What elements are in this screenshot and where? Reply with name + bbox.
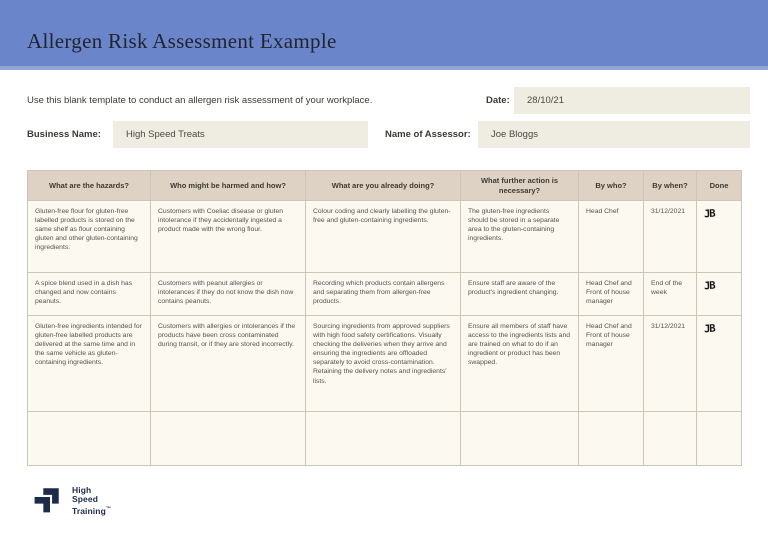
date-label: Date: bbox=[486, 95, 510, 106]
business-name-field[interactable]: High Speed Treats bbox=[113, 121, 368, 148]
instruction-text: Use this blank template to conduct an allergen risk assessment of your workplace. bbox=[27, 95, 373, 106]
cell-hazards bbox=[28, 412, 151, 466]
business-name-label: Business Name: bbox=[27, 129, 101, 140]
logo-line-2: Speed bbox=[72, 494, 99, 505]
cell-hazards: Gluten-free ingredients intended for gluten-free labelled products are delivered at the same time and in the same vehicle as gluten-containing ingredients. bbox=[28, 316, 151, 412]
cell-doing: Sourcing ingredients from approved suppliers with high food safety certifications. Visually checking the deliveries when they arrive and ensuring the ingredients are offloaded separately to avoid cross-contamination. Retaining the delivery notes and ingredients' lists. bbox=[306, 316, 461, 412]
col-header-doing: What are you already doing? bbox=[306, 171, 461, 201]
cell-done bbox=[697, 412, 742, 466]
col-header-harmed: Who might be harmed and how? bbox=[151, 171, 306, 201]
col-header-by-who: By who? bbox=[579, 171, 644, 201]
assessor-field[interactable]: Joe Bloggs bbox=[478, 121, 750, 148]
logo-line-3: Training bbox=[72, 505, 106, 516]
high-speed-training-logo bbox=[27, 482, 111, 520]
cell-by-who bbox=[579, 412, 644, 466]
cell-harmed: Customers with peanut allergies or intolerances if they do not know the dish now contains peanuts. bbox=[151, 273, 306, 316]
cell-hazards: A spice blend used in a dish has changed and now contains peanuts. bbox=[28, 273, 151, 316]
logo-text bbox=[72, 486, 111, 516]
cell-action: Ensure staff are aware of the product's ingredient changing. bbox=[461, 273, 579, 316]
cell-doing: Colour coding and clearly labelling the gluten-free and gluten-containing ingredients. bbox=[306, 201, 461, 273]
cell-action bbox=[461, 412, 579, 466]
trademark-symbol: ™ bbox=[105, 505, 111, 512]
done-initials: JB bbox=[703, 322, 716, 336]
table-row bbox=[28, 201, 742, 273]
cell-doing: Recording which products contain allergens and separating them from allergen-free products. bbox=[306, 273, 461, 316]
table-row bbox=[28, 273, 742, 316]
done-initials: JB bbox=[703, 207, 716, 221]
assessor-label: Name of Assessor: bbox=[385, 129, 471, 140]
date-field[interactable]: 28/10/21 bbox=[514, 87, 750, 114]
cell-by-when bbox=[644, 412, 697, 466]
cell-by-who: Head Chef and Front of house manager bbox=[579, 316, 644, 412]
cell-done bbox=[697, 273, 742, 316]
cell-by-when: 31/12/2021 bbox=[644, 201, 697, 273]
cell-by-who: Head Chef bbox=[579, 201, 644, 273]
logo-line-1: High bbox=[72, 484, 92, 495]
cell-hazards: Gluten-free flour for gluten-free labelled products is stored on the same shelf as flour containing gluten and other gluten-containing ingredients. bbox=[28, 201, 151, 273]
cell-by-when: End of the week bbox=[644, 273, 697, 316]
cell-by-who: Head Chef and Front of house manager bbox=[579, 273, 644, 316]
cell-harmed: Customers with Coeliac disease or gluten intolerance if they accidentally ingested a product made with the wrong flour. bbox=[151, 201, 306, 273]
col-header-by-when: By when? bbox=[644, 171, 697, 201]
cell-by-when: 31/12/2021 bbox=[644, 316, 697, 412]
col-header-action: What further action is necessary? bbox=[461, 171, 579, 201]
done-initials: JB bbox=[703, 279, 716, 293]
header-band bbox=[0, 0, 768, 70]
cell-doing bbox=[306, 412, 461, 466]
table-row bbox=[28, 316, 742, 412]
risk-assessment-table bbox=[27, 170, 742, 466]
cell-done bbox=[697, 201, 742, 273]
cell-harmed: Customers with allergies or intolerances if the products have been cross contaminated during transit, or if they are stored incorrectly. bbox=[151, 316, 306, 412]
page-title: Allergen Risk Assessment Example bbox=[27, 29, 337, 53]
table-header-row bbox=[28, 171, 742, 201]
cell-harmed bbox=[151, 412, 306, 466]
cell-action: The gluten-free ingredients should be stored in a separate area to the gluten-containing ingredients. bbox=[461, 201, 579, 273]
table-row-empty bbox=[28, 412, 742, 466]
col-header-hazards: What are the hazards? bbox=[28, 171, 151, 201]
cell-action: Ensure all members of staff have access to the ingredients lists and are trained on what to do if an ingredient or product has been swapped. bbox=[461, 316, 579, 412]
double-chevron-icon bbox=[27, 482, 65, 520]
col-header-done: Done bbox=[697, 171, 742, 201]
cell-done bbox=[697, 316, 742, 412]
